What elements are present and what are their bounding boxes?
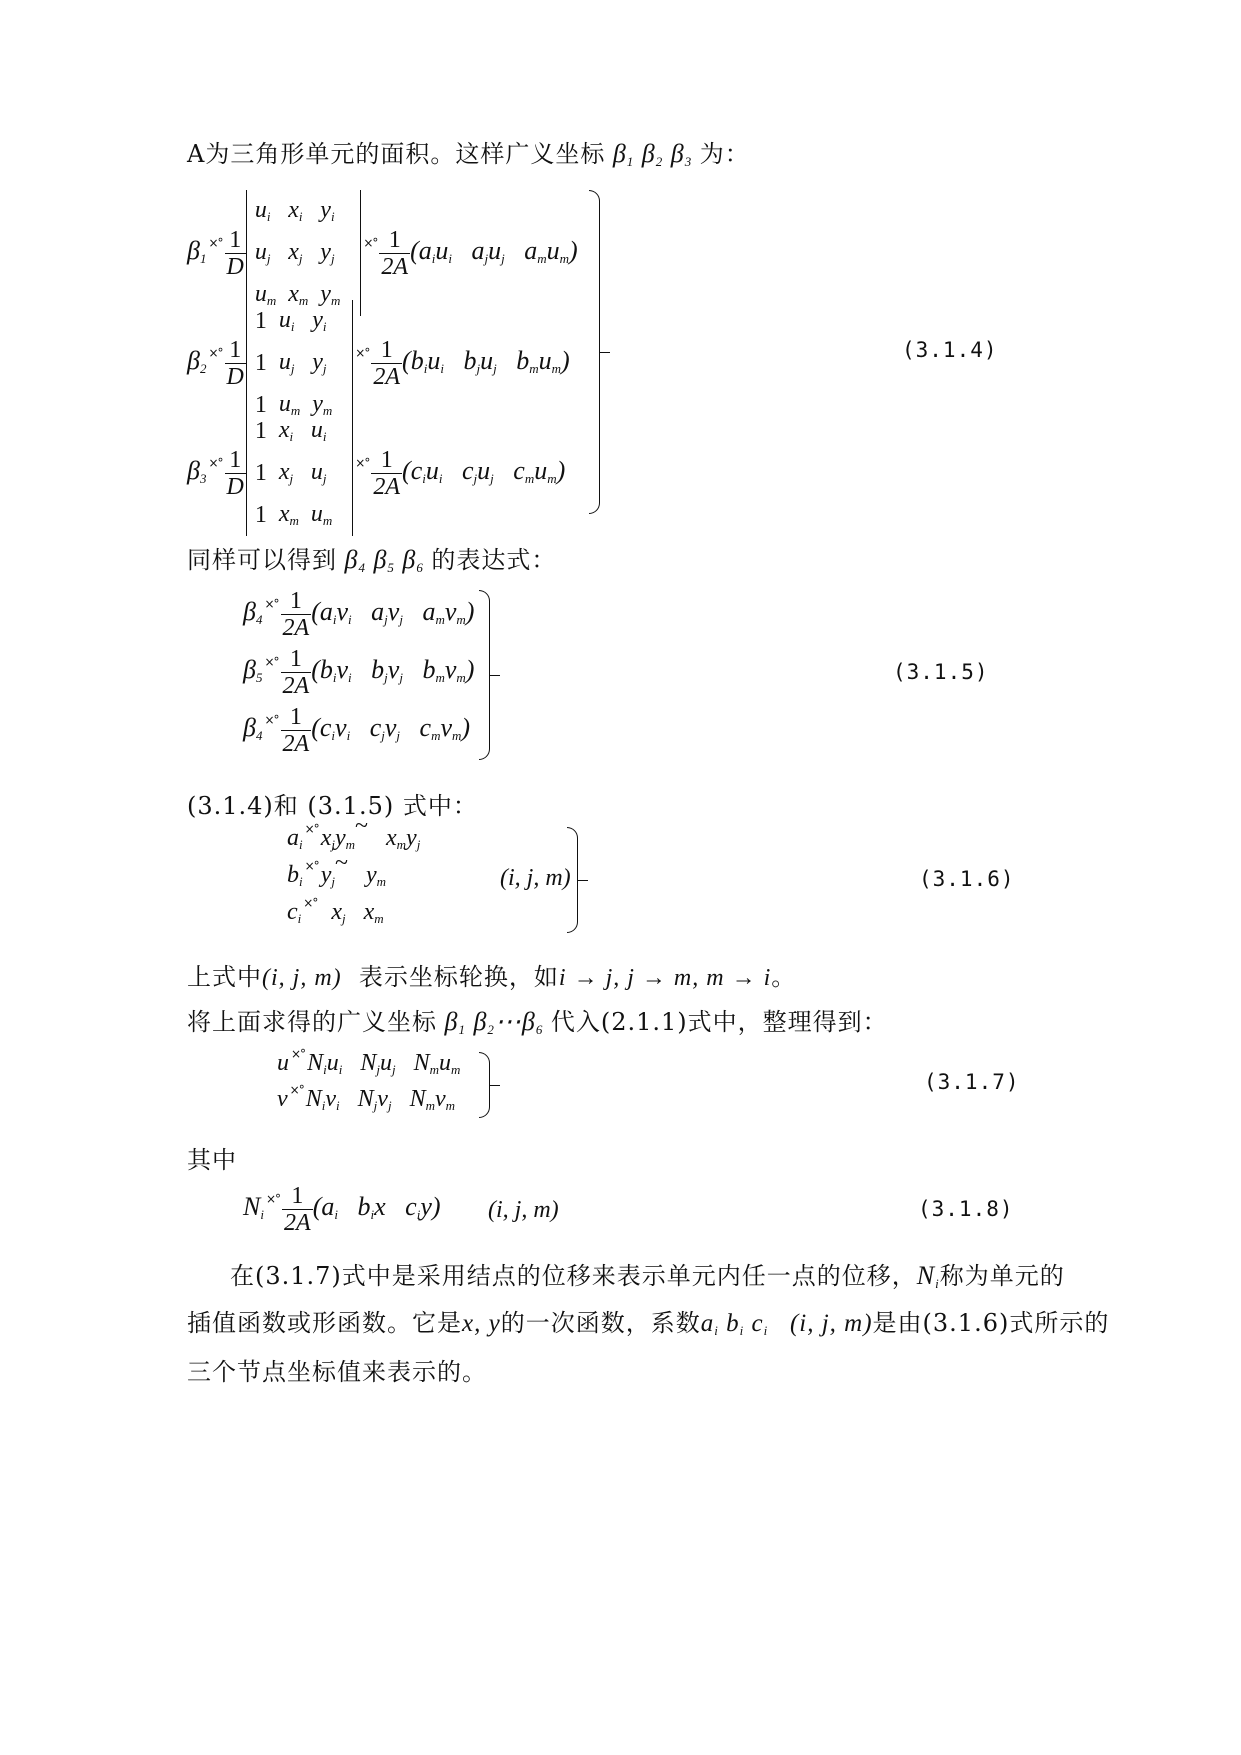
eq-3-1-5-row-3: $\beta_4^{\times^\circ}$ $\frac{1}{2A}$ ($c_iv_i$ $c_jv_j$ $c_mv_m$): [243, 704, 471, 757]
eq-3-1-7-row-1: u $^{\times^\circ}N_iu_i$ $N_ju_j$ $N_mu_m$: [277, 1047, 461, 1077]
paragraph-line-2-c: 是由(3.1.6)式所示的: [872, 1309, 1110, 1337]
paragraph-line-2: [187, 1303, 1109, 1339]
eq-3-1-6-row-3: $c_i^{\times^\circ}$ $x_j$ $x_m$: [287, 896, 384, 926]
cyclic-line: [187, 957, 796, 992]
xy-symbol: x, y: [462, 1310, 501, 1337]
eq-3-1-4-row-3: $\beta_3^{\times^\circ}$ $\frac{1}{D}$ 1 $x_i$ $u_i$ 1 $x_j$ $u_j$ 1 $x_m$ $u_m$ ×° $\frac{1}{2A}$ ($c_iu_i$ $c_ju_j$ $c_mu_m$): [187, 410, 565, 536]
cyclic-text-before: 上式中: [187, 963, 262, 991]
substitute-line: [187, 1002, 888, 1038]
determinant-2: 1 $u_i$ $y_i$ 1 $u_j$ $y_j$ 1 $u_m$ $y_m$: [246, 300, 353, 426]
beta-1-2-3: $\beta_1$ $\beta_2$ $\beta_3$: [605, 139, 693, 169]
eq-number-3-1-5: (3.1.5): [893, 660, 989, 684]
equation-3-1-8: [243, 1183, 1108, 1243]
beta-1-to-6: $\beta_1$ $\beta_2\cdots\beta_6$: [437, 1007, 544, 1037]
eq-number-3-1-7: (3.1.7): [924, 1070, 1020, 1094]
paragraph-line-2-b: 的一次函数，系数: [500, 1309, 701, 1337]
where-label: 其中: [187, 1146, 237, 1174]
intro-text-after: 为：: [699, 140, 750, 168]
equation-3-1-6: [287, 813, 1107, 935]
eq-3-1-6-cyclic: (i, j, m): [500, 865, 571, 891]
eq-3-1-5-row-2: $\beta_5^{\times^\circ}$ $\frac{1}{2A}$ ($b_iv_i$ $b_jv_j$ $b_mv_m$): [243, 646, 475, 699]
beta-4-5-6: $\beta_4$ $\beta_5$ $\beta_6$: [337, 545, 424, 575]
paragraph-line-1-b: 称为单元的: [939, 1262, 1065, 1290]
eq-3-1-8-cyclic: (i, j, m): [488, 1197, 559, 1223]
cyclic-text-middle: 表示坐标轮换，如: [358, 963, 559, 991]
intro-line: [187, 134, 750, 170]
eq-3-1-5-row-1: $\beta_4^{\times^\circ}$ $\frac{1}{2A}$ ($a_iv_i$ $a_jv_j$ $a_mv_m$): [243, 588, 475, 641]
eq-3-1-8-body: $N_i^{\times^\circ}$ $\frac{1}{2A}$ ($a_i$ $b_ix$ $c_iy$): [243, 1183, 441, 1236]
eq-3-1-4-row-2: $\beta_2^{\times^\circ}$ $\frac{1}{D}$ 1 $u_i$ $y_i$ 1 $u_j$ $y_j$ 1 $u_m$ $y_m$ ×° $\frac{1}{2A}$ ($b_iu_i$ $b_ju_j$ $b_mu_m$): [187, 300, 570, 426]
brace-3-1-7: [479, 1052, 490, 1118]
equation-3-1-5: [243, 588, 1103, 763]
eq-number-3-1-8: (3.1.8): [918, 1197, 1014, 1221]
similarly-text-before: 同样可以得到: [187, 546, 337, 574]
similarly-text-after: 的表达式：: [431, 546, 557, 574]
similarly-line: [187, 540, 556, 576]
paragraph-line-2-a: 插值函数或形函数。它是: [187, 1309, 462, 1337]
substitute-text-after: 代入(2.1.1)式中，整理得到：: [550, 1008, 888, 1036]
eq-number-3-1-4: (3.1.4): [902, 338, 998, 362]
coefficients-symbol: $a_i$ $b_i$ $c_i$: [700, 1310, 769, 1338]
n-i-symbol: $N_i$: [916, 1261, 940, 1291]
eq-3-1-6-row-2: $b_i^{\times^\circ}y_j\sim$ $y_m$: [287, 850, 386, 889]
brace-3-1-5: [479, 590, 490, 760]
equation-3-1-4: [187, 190, 1107, 528]
determinant-1: $u_i$ $x_i$ $y_i$ $u_j$ $x_j$ $y_j$ $u_m$ $x_m$ $y_m$: [246, 190, 361, 316]
substitute-text-before: 将上面求得的广义坐标: [187, 1008, 437, 1036]
in-equations-line: (3.1.4)和 (3.1.5) 式中：: [187, 792, 478, 820]
cyclic-mapping: i → j, j → m, m → i: [558, 965, 772, 991]
paragraph-line-1-a: 在(3.1.7)式中是采用结点的位移来表示单元内任一点的位移，: [230, 1262, 917, 1290]
paragraph-line-3: 三个节点坐标值来表示的。: [187, 1358, 487, 1386]
eq-3-1-6-row-1: $a_i^{\times^\circ}x_jy_m\sim$ $x_my_j$: [287, 813, 421, 852]
paragraph-ijm: (i, j, m): [789, 1310, 873, 1337]
brace-3-1-4: [589, 190, 600, 514]
eq-3-1-4-row-1: $\beta_1^{\times^\circ}$ $\frac{1}{D}$ $u_i$ $x_i$ $y_i$ $u_j$ $x_j$ $y_j$ $u_m$ $x_m$ $y_m$ ×° $\frac{1}{2A}$ ($a_iu_i$ $a_ju_j$ $a_mu_m$): [187, 190, 578, 316]
eq-number-3-1-6: (3.1.6): [919, 867, 1015, 891]
paragraph-line-1: [230, 1256, 1065, 1292]
brace-3-1-6: [567, 827, 578, 933]
determinant-3: 1 $x_i$ $u_i$ 1 $x_j$ $u_j$ 1 $x_m$ $u_m$: [246, 410, 353, 536]
eq-3-1-7-row-2: v $^{\times^\circ}N_iv_i$ $N_jv_j$ $N_mv_m$: [277, 1083, 456, 1113]
intro-text-before: A为三角形单元的面积。这样广义坐标: [187, 140, 606, 168]
cyclic-text-after: 。: [771, 963, 797, 991]
cyclic-ijm: (i, j, m): [262, 965, 342, 991]
equation-3-1-7: [277, 1047, 1107, 1120]
